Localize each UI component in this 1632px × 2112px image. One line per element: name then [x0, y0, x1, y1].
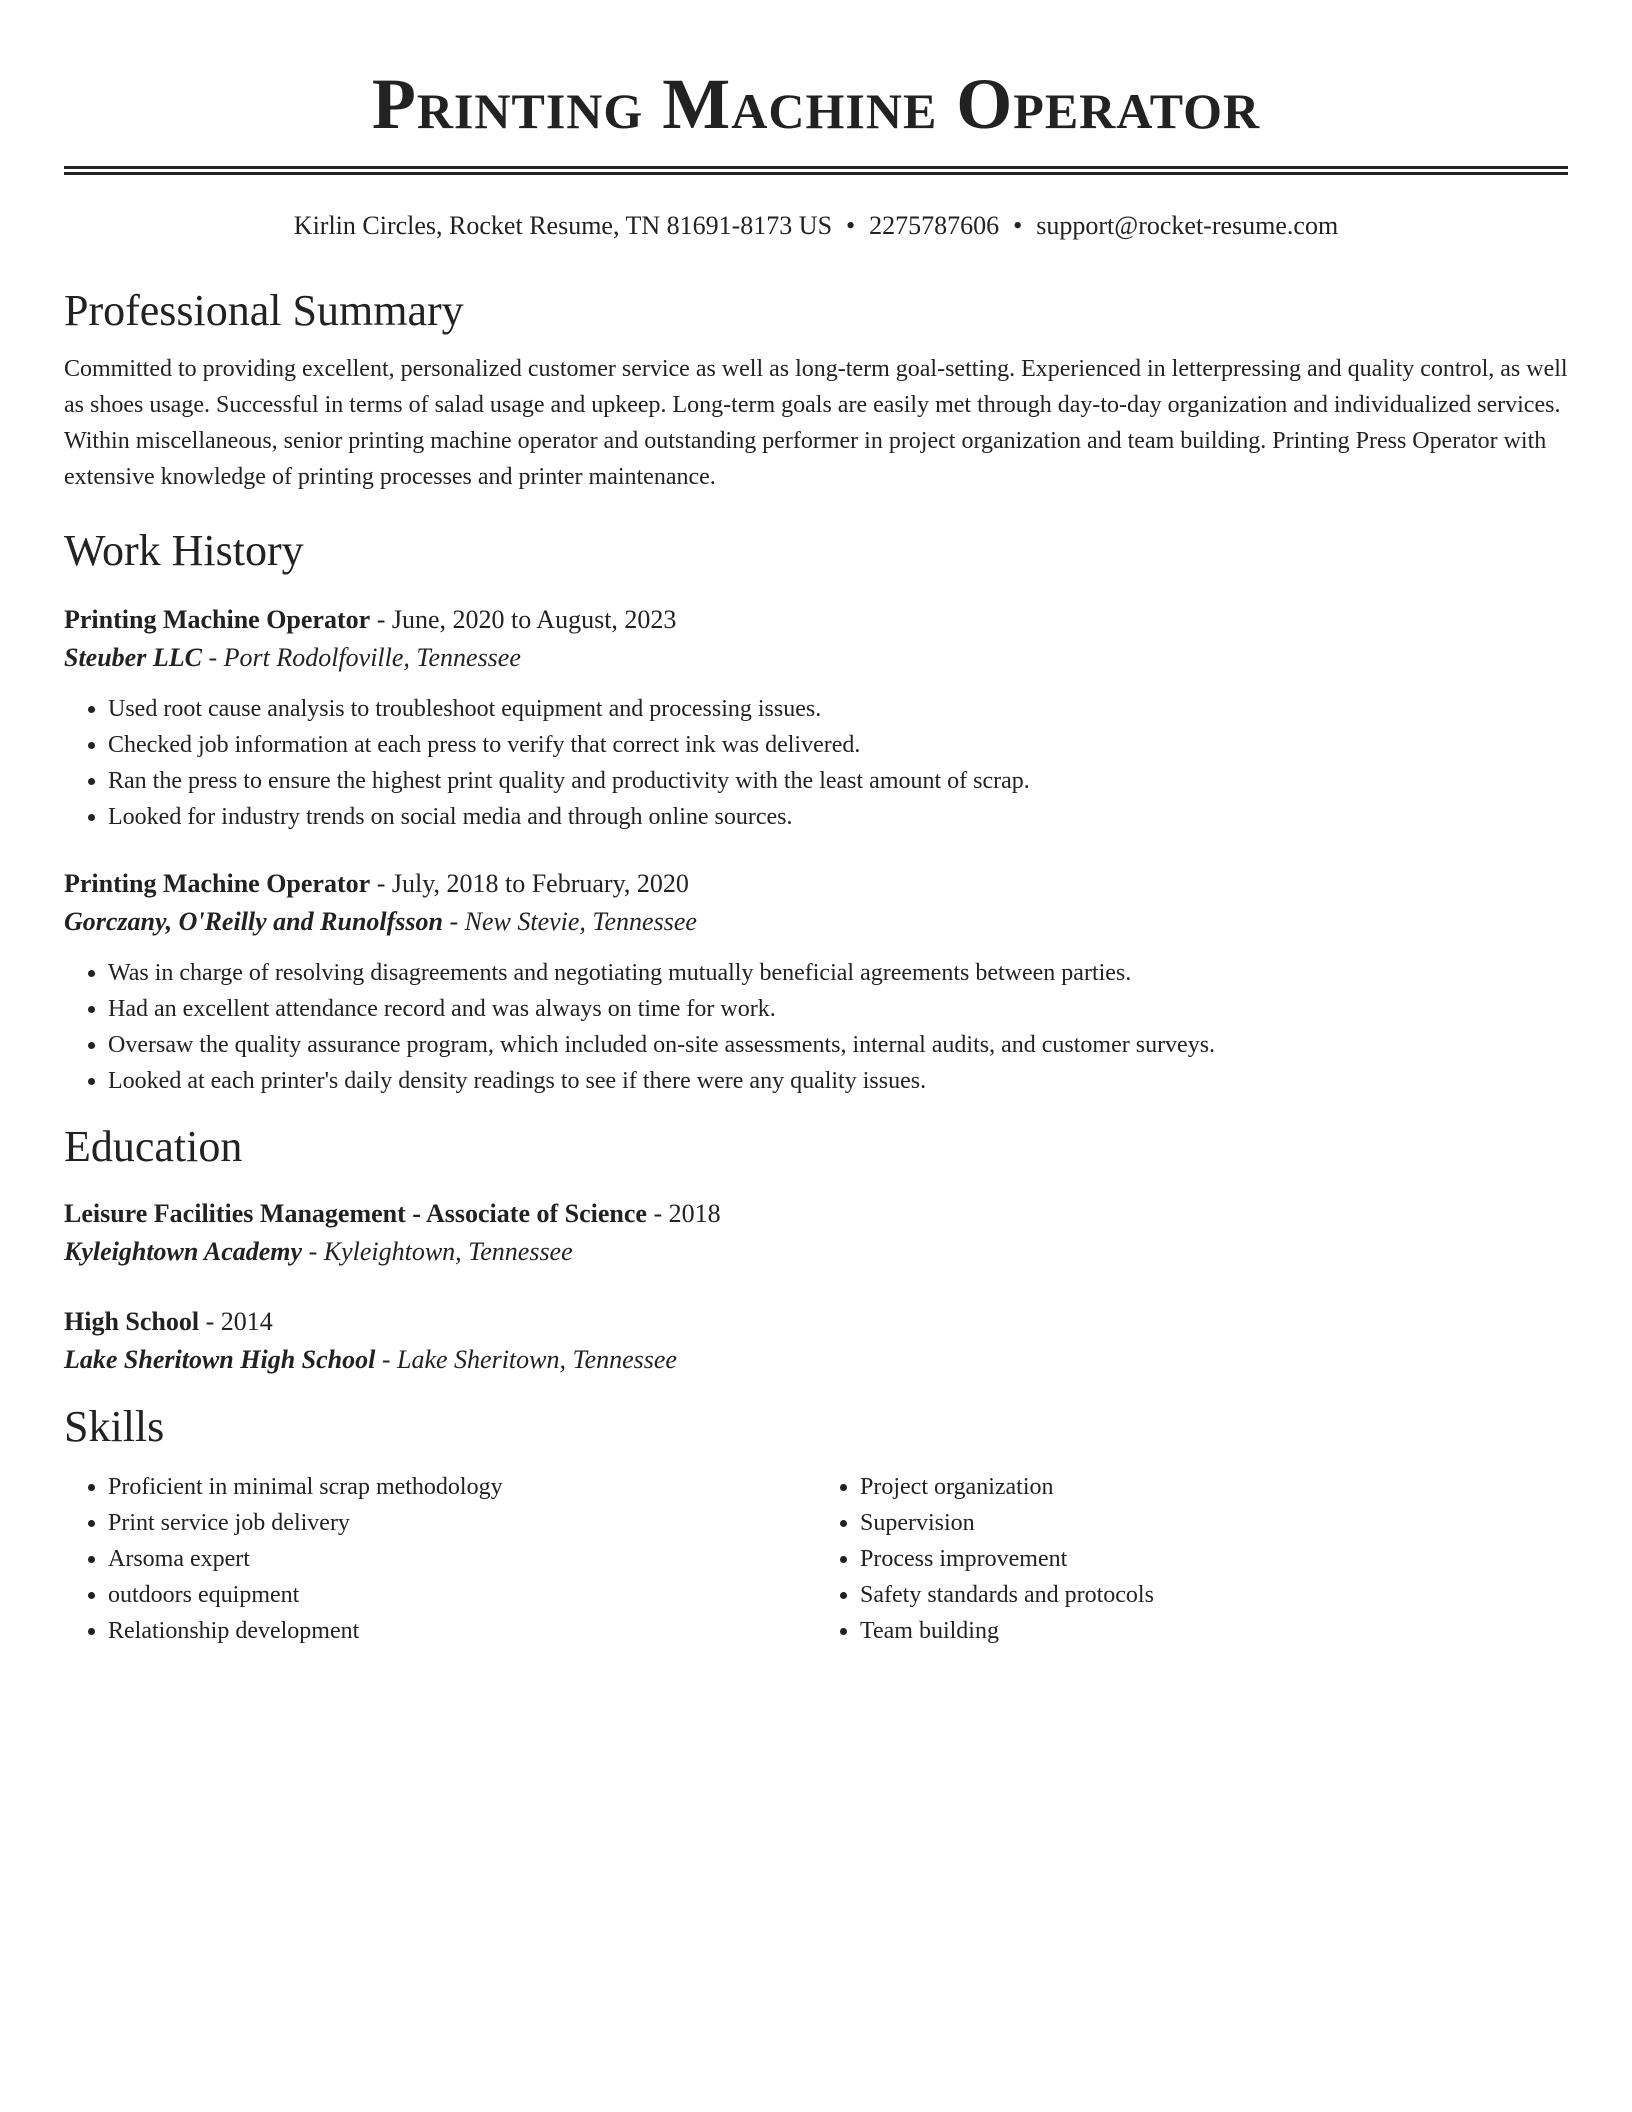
job-entry: [64, 601, 1568, 835]
job-role: Printing Machine Operator: [64, 605, 371, 634]
job-duty: • Was in charge of resolving disagreements and negotiating mutually beneficial agreements between parties.: [108, 955, 1568, 991]
education-entry: [64, 1303, 1568, 1379]
job-duty: • Ran the press to ensure the highest print quality and productivity with the least amount of scrap.: [108, 763, 1568, 799]
job-location: - Port Rodolfoville, Tennessee: [201, 643, 521, 672]
skills-list-right: [816, 1469, 1568, 1649]
education-heading: Education: [64, 1122, 243, 1171]
job-duty: • Oversaw the quality assurance program, which included on-site assessments, internal audits, and customer surveys.: [108, 1027, 1568, 1063]
skills-list-left: [64, 1469, 816, 1649]
job-dates: - June, 2020 to August, 2023: [370, 605, 677, 634]
contact-separator: •: [1013, 211, 1023, 240]
job-duty: • Looked for industry trends on social media and through online sources.: [108, 799, 1568, 835]
skill-item: • Print service job delivery: [108, 1505, 816, 1541]
job-dates: - July, 2018 to February, 2020: [370, 869, 689, 898]
skill-item: • outdoors equipment: [108, 1577, 816, 1613]
skill-item: • Safety standards and protocols: [860, 1577, 1568, 1613]
education-degree: High School: [64, 1307, 200, 1336]
education-location: - Lake Sheritown, Tennessee: [375, 1345, 677, 1374]
education-entry: [64, 1195, 1568, 1271]
skill-item: • Relationship development: [108, 1613, 816, 1649]
skill-item: • Team building: [860, 1613, 1568, 1649]
education-school: Kyleightown Academy: [64, 1237, 303, 1266]
job-duties-list: [64, 955, 1568, 1099]
skill-item: • Arsoma expert: [108, 1541, 816, 1577]
contact-line: [64, 209, 1568, 243]
summary-heading: Professional Summary: [64, 286, 464, 335]
skill-item: • Supervision: [860, 1505, 1568, 1541]
education-header: [64, 1303, 1568, 1341]
job-entry: [64, 865, 1568, 1099]
job-duty: • Checked job information at each press to verify that correct ink was delivered.: [108, 727, 1568, 763]
skill-item: • Proficient in minimal scrap methodology: [108, 1469, 816, 1505]
contact-separator: •: [846, 211, 856, 240]
skill-item: • Process improvement: [860, 1541, 1568, 1577]
skills-grid: [64, 1469, 1568, 1649]
contact-address: Kirlin Circles, Rocket Resume, TN 81691-8173 US: [293, 211, 833, 240]
job-duties-list: [64, 691, 1568, 835]
job-duty: • Used root cause analysis to troubleshoot equipment and processing issues.: [108, 691, 1568, 727]
education-header: [64, 1195, 1568, 1233]
job-role: Printing Machine Operator: [64, 869, 371, 898]
job-company: Gorczany, O'Reilly and Runolfsson: [64, 907, 443, 936]
education-location: - Kyleightown, Tennessee: [302, 1237, 573, 1266]
contact-phone: 2275787606: [869, 211, 1000, 240]
contact-email: support@rocket-resume.com: [1036, 211, 1339, 240]
education-school-line: [64, 1341, 1568, 1379]
skill-item: • Project organization: [860, 1469, 1568, 1505]
job-header: [64, 601, 1568, 639]
header-divider: [64, 166, 1568, 175]
skills-heading: Skills: [64, 1402, 165, 1451]
job-employer: [64, 639, 1568, 677]
education-degree: Leisure Facilities Management - Associate of Science: [64, 1199, 647, 1228]
summary-text: Committed to providing excellent, personalized customer service as well as long-term goal-setting. Experienced in letterpressing and quality control, as well as shoes usage. Successful in terms of salad usage and upkeep. Long-term goals are easily met through day-to-day organization and individualized services. Within miscellaneous, senior printing machine operator and outstanding performer in project organization and team building. Printing Press Operator with extensive knowledge of printing processes and printer maintenance.: [64, 356, 1568, 490]
job-duty: • Had an excellent attendance record and was always on time for work.: [108, 991, 1568, 1027]
education-school: Lake Sheritown High School: [64, 1345, 376, 1374]
education-school-line: [64, 1233, 1568, 1271]
job-duty: • Looked at each printer's daily density readings to see if there were any quality issues.: [108, 1063, 1568, 1099]
job-location: - New Stevie, Tennessee: [442, 907, 697, 936]
job-header: [64, 865, 1568, 903]
work-history-heading: Work History: [64, 526, 304, 575]
education-year: - 2014: [199, 1307, 273, 1336]
education-year: - 2018: [646, 1199, 721, 1228]
job-company: Steuber LLC: [64, 643, 202, 672]
resume-name: Printing Machine Operator: [371, 64, 1261, 144]
job-employer: [64, 903, 1568, 941]
